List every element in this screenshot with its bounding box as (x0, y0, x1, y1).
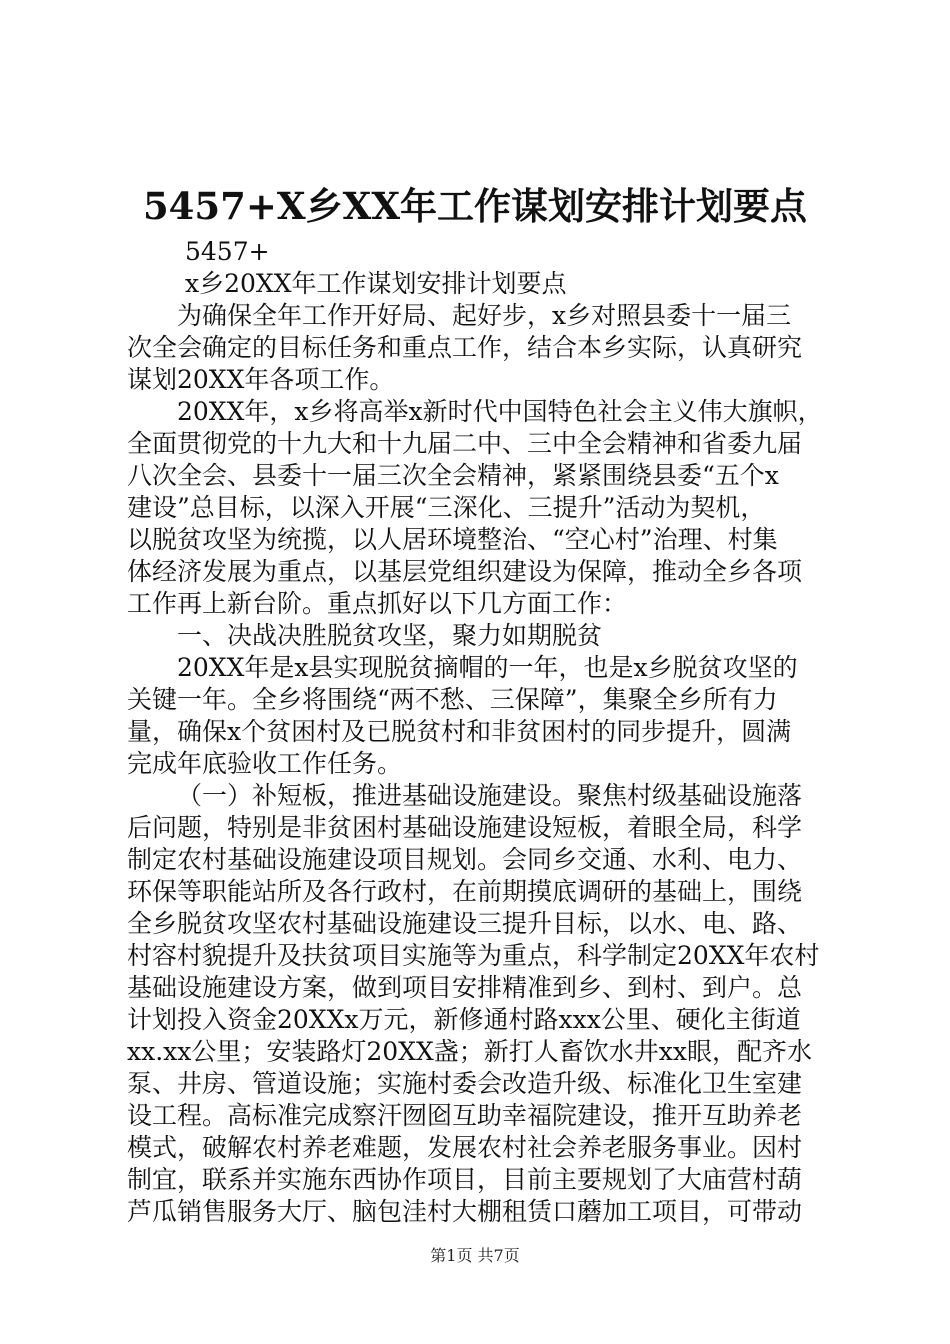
document-body (127, 236, 837, 1228)
document-title: 5457+X乡XX年工作谋划安排计划要点 (142, 184, 808, 228)
body-line-4: 次全会确定的目标任务和重点工作，结合本乡实际，认真研究 (127, 333, 803, 362)
body-line-19: 后问题，特别是非贫困村基础设施建设短板，着眼全局，科学 (127, 813, 803, 842)
body-line-17: 完成年底验收工作任务。 (127, 749, 403, 778)
body-line-30: 制宜，联系并实施东西协作项目，目前主要规划了大庙营村葫 (127, 1165, 803, 1194)
body-line-20: 制定农村基础设施建设项目规划。会同乡交通、水利、电力、 (127, 845, 803, 874)
body-line-6: 20XX年，x乡将高举x新时代中国特色社会主义伟大旗帜， (177, 397, 823, 426)
body-line-14: 20XX年是x县实现脱贫摘帽的一年，也是x乡脱贫攻坚的 (177, 653, 798, 682)
body-line-31: 芦瓜销售服务大厅、脑包洼村大棚租赁口蘑加工项目，可带动 (127, 1197, 803, 1226)
body-line-7: 全面贯彻党的十九大和十九届二中、三中全会精神和省委九届 (127, 429, 803, 458)
body-line-29: 模式，破解农村养老难题，发展农村社会养老服务事业。因村 (127, 1133, 803, 1162)
body-line-12: 工作再上新台阶。重点抓好以下几方面工作： (127, 589, 628, 618)
body-line-15: 关键一年。全乡将围绕“两不愁、三保障”，集聚全乡所有力 (127, 685, 778, 714)
body-line-1: 5457+ (185, 237, 270, 266)
body-line-16: 量，确保x个贫困村及已脱贫村和非贫困村的同步提升，圆满 (127, 717, 792, 746)
subsection-heading-1: （一）补短板，推进基础设施建设。聚焦村级基础设施落 (177, 781, 803, 810)
section-heading-1: 一、决战决胜脱贫攻坚，聚力如期脱贫 (177, 621, 603, 650)
body-line-9: 建设”总目标，以深入开展“三深化、三提升”活动为契机， (127, 493, 766, 522)
body-line-8: 八次全会、县委十一届三次全会精神，紧紧围绕县委“五个x (127, 461, 779, 490)
body-line-26: xx.xx公里；安装路灯20XX盏；新打人畜饮水井xx眼，配齐水 (127, 1037, 812, 1066)
body-line-24: 基础设施建设方案，做到项目安排精准到乡、到村、到户。总 (127, 973, 803, 1002)
body-line-10: 以脱贫攻坚为统揽，以人居环境整治、“空心村”治理、村集 (127, 525, 778, 554)
body-line-2: x乡20XX年工作谋划安排计划要点 (185, 269, 567, 298)
body-line-3: 为确保全年工作开好局、起好步，x乡对照县委十一届三 (177, 301, 792, 330)
page-footer: 第1页 共7页 (430, 1246, 520, 1265)
body-line-27: 泵、井房、管道设施；实施村委会改造升级、标准化卫生室建 (127, 1069, 803, 1098)
body-line-22: 全乡脱贫攻坚农村基础设施建设三提升目标，以水、电、路、 (127, 909, 803, 938)
body-line-23: 村容村貌提升及扶贫项目实施等为重点，科学制定20XX年农村 (127, 941, 820, 970)
body-line-11: 体经济发展为重点，以基层党组织建设为保障，推动全乡各项 (127, 557, 803, 586)
body-line-21: 环保等职能站所及各行政村，在前期摸底调研的基础上，围绕 (127, 877, 803, 906)
body-line-28: 设工程。高标准完成察汗囫囵互助幸福院建设，推开互助养老 (127, 1101, 803, 1130)
body-line-5: 谋划20XX年各项工作。 (127, 365, 395, 394)
body-line-25: 计划投入资金20XXx万元，新修通村路xxx公里、硬化主街道 (127, 1005, 801, 1034)
